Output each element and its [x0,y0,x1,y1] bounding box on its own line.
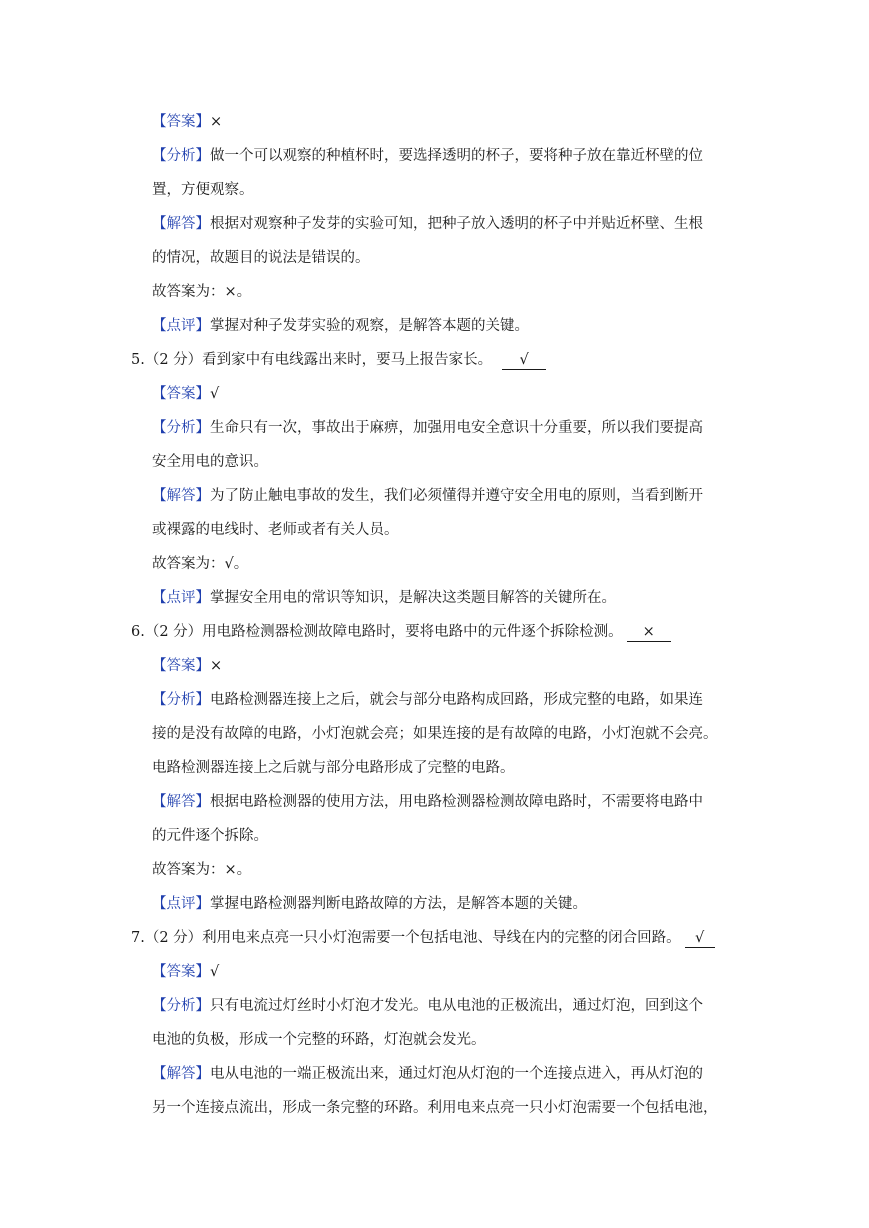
q7-stem-text: 7.（2 分）利用电来点亮一只小灯泡需要一个包括电池、导线在内的完整的闭合回路。 [131,930,681,946]
comment-tag: 【 点评 】 [152,590,210,606]
q6-analysis [152,690,703,710]
q4-answer-value: × [210,114,223,130]
analysis-tag: 【 分析 】 [152,420,210,436]
q4-comment [152,316,529,336]
q7-stem [131,928,715,948]
answer-tag: 【 答案 】 [152,386,210,402]
q6-solution-line-1: 根据电路检测器的使用方法，用电路检测器检测故障电路时，不需要将电路中 [210,794,703,810]
analysis-tag: 【 分析 】 [152,998,210,1014]
q5-stem-text: 5.（2 分）看到家中有电线露出来时，要马上报告家长。 [131,352,493,368]
q4-analysis-cont: 置，方便观察。 [152,182,254,198]
q4-solution-cont: 的情况，故题目的说法是错误的。 [152,250,370,266]
q6-final-answer: 故答案为：×。 [152,862,252,878]
q7-answer-blank: √ [685,929,715,948]
q7-answer [152,962,219,982]
q6-comment [152,894,587,914]
q7-analysis-cont: 电池的负极，形成一个完整的环路，灯泡就会发光。 [152,1032,486,1048]
q4-solution-line-1: 根据对观察种子发芽的实验可知，把种子放入透明的杯子中并贴近杯壁、生根 [210,216,703,232]
solution-tag: 【 解答 】 [152,794,210,810]
solution-tag: 【 解答 】 [152,216,210,232]
solution-tag: 【 解答 】 [152,1066,210,1082]
q6-analysis-cont-1: 接的是没有故障的电路，小灯泡就会亮；如果连接的是有故障的电路，小灯泡就不会亮。 [152,726,718,742]
q5-answer [152,384,219,404]
q4-answer [152,112,222,132]
q5-stem [131,350,546,370]
analysis-tag: 【 分析 】 [152,692,210,708]
q5-solution-line-1: 为了防止触电事故的发生，我们必须懂得并遵守安全用电的原则，当看到断开 [210,488,703,504]
answer-tag: 【 答案 】 [152,964,210,980]
q4-analysis-line-1: 做一个可以观察的种植杯时，要选择透明的杯子，要将种子放在靠近杯壁的位 [210,148,703,164]
q6-comment-text: 掌握电路检测器判断电路故障的方法，是解答本题的关键。 [210,896,587,912]
q6-answer-value: × [210,658,223,674]
q4-solution [152,214,703,234]
q6-analysis-line-1: 电路检测器连接上之后，就会与部分电路构成回路，形成完整的电路，如果连 [210,692,703,708]
q5-comment [152,588,616,608]
q6-answer [152,656,222,676]
q7-solution-cont: 另一个连接点流出，形成一条完整的环路。利用电来点亮一只小灯泡需要一个包括电池， [152,1100,718,1116]
q6-analysis-cont-2: 电路检测器连接上之后就与部分电路形成了完整的电路。 [152,760,515,776]
q5-analysis-line-1: 生命只有一次，事故出于麻痹，加强用电安全意识十分重要，所以我们要提高 [210,420,703,436]
q5-analysis [152,418,703,438]
q7-solution [152,1064,703,1084]
q5-answer-value: √ [210,386,220,402]
q6-answer-blank: × [627,623,671,642]
q7-answer-value: √ [210,964,220,980]
q5-comment-text: 掌握安全用电的常识等知识，是解决这类题目解答的关键所在。 [210,590,616,606]
q6-stem [131,622,671,642]
q5-answer-blank: √ [502,351,546,370]
q5-solution [152,486,703,506]
q5-analysis-cont: 安全用电的意识。 [152,454,268,470]
comment-tag: 【 点评 】 [152,896,210,912]
analysis-tag: 【 分析 】 [152,148,210,164]
q6-solution-cont: 的元件逐个拆除。 [152,828,268,844]
q4-analysis [152,146,703,166]
q4-final-answer: 故答案为：×。 [152,284,252,300]
comment-tag: 【 点评 】 [152,318,210,334]
q7-analysis [152,996,703,1016]
q6-stem-text: 6.（2 分）用电路检测器检测故障电路时，要将电路中的元件逐个拆除检测。 [131,624,623,640]
answer-tag: 【 答案 】 [152,114,210,130]
solution-tag: 【 解答 】 [152,488,210,504]
q6-solution [152,792,703,812]
answer-tag: 【 答案 】 [152,658,210,674]
q5-solution-cont: 或裸露的电线时、老师或者有关人员。 [152,522,399,538]
q4-comment-text: 掌握对种子发芽实验的观察，是解答本题的关键。 [210,318,529,334]
q5-final-answer: 故答案为：√。 [152,556,249,572]
q7-solution-line-1: 电从电池的一端正极流出来，通过灯泡从灯泡的一个连接点进入，再从灯泡的 [210,1066,703,1082]
q7-analysis-line-1: 只有电流过灯丝时小灯泡才发光。电从电池的正极流出，通过灯泡，回到这个 [210,998,703,1014]
